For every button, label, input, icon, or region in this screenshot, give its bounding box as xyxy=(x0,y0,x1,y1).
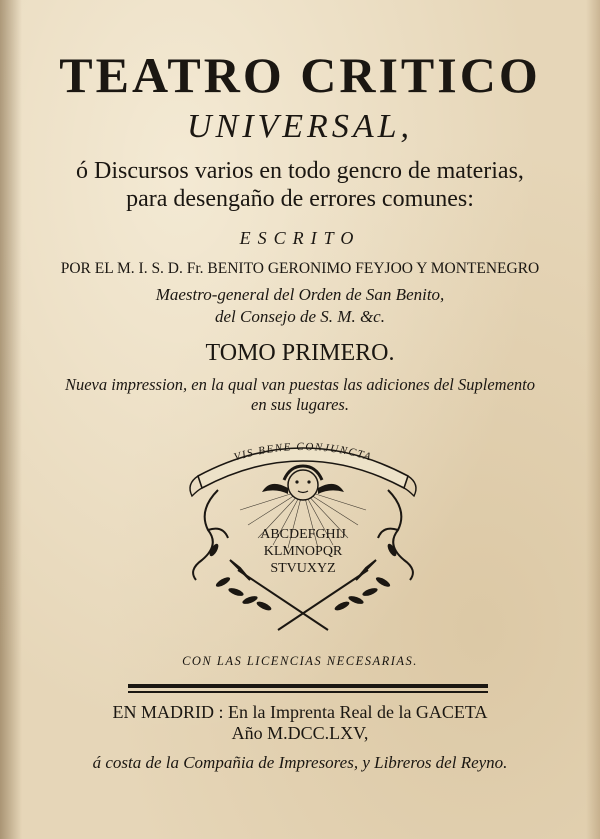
edition-note-line-2: en sus lugares. xyxy=(251,395,349,414)
alphabet-line-3: STVUXYZ xyxy=(270,561,336,576)
book-title: TEATRO CRITICO xyxy=(59,47,541,103)
imprint-line-2: Año M.DCC.LXV, xyxy=(231,723,369,743)
edition-note-line-1: Nueva impression, en la qual van puestas las adiciones del Suplemento xyxy=(64,375,536,394)
alphabet-line-2: KLMNOPQR xyxy=(263,544,343,559)
book-subtitle: UNIVERSAL, xyxy=(186,108,414,145)
double-rule-thin xyxy=(128,691,488,693)
cherub-head xyxy=(262,466,344,500)
volume-label: TOMO PRIMERO. xyxy=(205,340,395,366)
banner-motto: VIS BENE CONJUNCTA xyxy=(232,440,374,464)
licenses-line: CON LAS LICENCIAS NECESARIAS. xyxy=(182,654,418,668)
printers-emblem xyxy=(178,430,428,640)
description-line-2: para desengaño de errores comunes: xyxy=(126,186,474,212)
author-rank-line-1: Maestro-general del Orden de San Benito, xyxy=(155,285,445,304)
author-line: POR EL M. I. S. D. Fr. BENITO GERONIMO FEYJOO Y MONTENEGRO xyxy=(60,260,540,277)
description-line-1: ó Discursos varios en todo gencro de materias, xyxy=(76,158,524,184)
alphabet-line-1: ABCDEFGHIJ xyxy=(260,527,346,542)
double-rule-thick xyxy=(128,684,488,688)
imprint-line-3: á costa de la Compañia de Impresores, y Libreros del Reyno. xyxy=(92,753,508,772)
imprint-line-1: EN MADRID : En la Imprenta Real de la GACETA xyxy=(112,702,488,722)
author-rank-line-2: del Consejo de S. M. &c. xyxy=(215,307,385,326)
escrito-label: ESCRITO xyxy=(239,228,361,248)
